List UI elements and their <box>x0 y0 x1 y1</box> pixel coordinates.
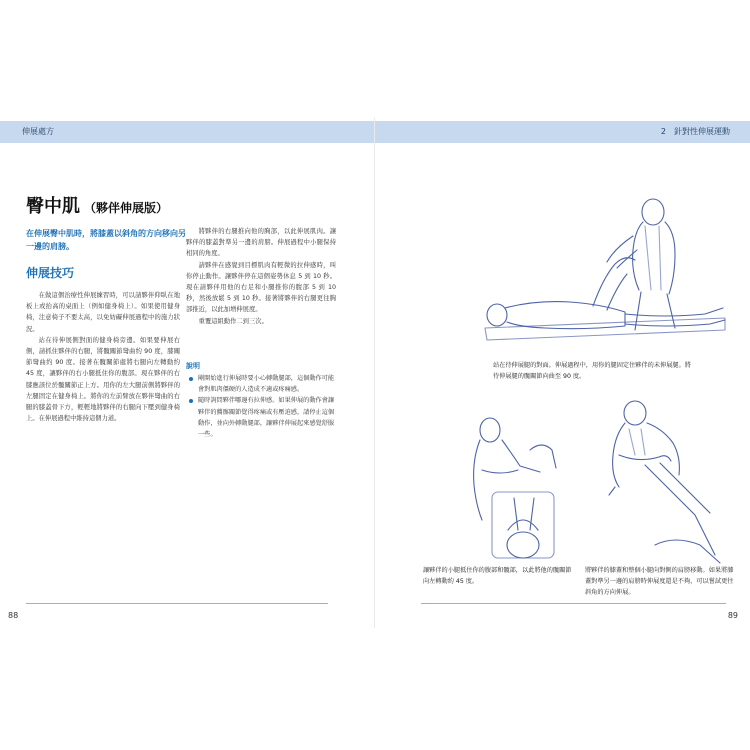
right-running-header: 2 針對性伸展運動 <box>660 127 730 136</box>
left-running-header: 伸展處方 <box>22 127 54 136</box>
caption-top: 站在待伸展腿的對面。伸展過程中，用你的腿固定住夥伴的未伸展腿。將待伸展腿的髖關節向曲至 90 度。 <box>493 362 691 380</box>
title-subtitle: （夥伴伸展版） <box>84 201 169 215</box>
body-column-1 <box>26 290 180 424</box>
col2-paragraph-3: 重覆這組動作二到三次。 <box>198 317 268 325</box>
body-column-2 <box>186 226 336 327</box>
note-item: 隨時詢問夥伴哪邊有拉伸感。如果伸展的動作會讓夥伴的薦髂關節覺得疼痛或有壓迫感，請停止這個動作，並向外轉動腿部，讓夥伴伸展起來感覺舒服一些。 <box>186 395 336 440</box>
right-footer-rule <box>421 603 726 604</box>
caption-bottom-left: 讓夥伴的小腿抵住你的腹部和髖部，以此將他的髖關節向左轉動約 45 度。 <box>423 567 572 585</box>
right-page-number: 89 <box>727 611 738 620</box>
illustration-bench-stretch <box>475 190 735 350</box>
notes-list <box>186 373 336 440</box>
lead-text: 在伸展臀中肌時，將膝蓋以斜角的方向移向另一邊的肩膀。 <box>26 229 186 251</box>
title-main: 臀中肌 <box>26 196 80 217</box>
left-footer-rule <box>26 603 328 604</box>
illustration-closeup-stretch <box>605 395 725 565</box>
right-page <box>375 0 750 750</box>
caption-bottom-right: 將夥伴的膝蓋和整個小腿向對側的肩膀移動。如果將膝蓋對準另一邊的肩膀時伸展度還是不夠，可以嘗試更往斜角的方向伸展。 <box>585 567 734 596</box>
left-header-band <box>0 121 375 143</box>
col1-paragraph-1: 在做這個治療性伸展練習時，可以請夥伴仰臥在地板上或抬高的桌面上（例如健身椅上）。如果使用健身椅，注意椅子不要太高，以免妨礙伸展過程中的施力狀況。 <box>26 292 180 333</box>
col2-paragraph-2: 請夥伴在感覺到目標肌肉有輕微的拉伸感時，叫你停止動作。讓夥伴停在這個姿勢休息 5 到 10 秒。現在請夥伴用他的右足和小腿推你的腹部 5 到 10 秒，然後放鬆 5 到 10 秒。接著將夥伴的右腿更往胸部推近，以此加增伸展度。 <box>186 261 336 314</box>
note-item: 剛開始進行伸展時要小心轉動腿部，這個動作可能會對肌肉僵硬的人造成不適或疼痛感。 <box>186 373 336 395</box>
left-page-number: 88 <box>8 611 19 620</box>
col2-paragraph-1: 將夥伴的右腿推向他的胸部，以此伸展肌肉。讓夥伴的膝蓋對準另一邊的肩膀。伸展過程中小腿保持相同的角度。 <box>186 228 336 258</box>
section-heading: 伸展技巧 <box>26 266 75 280</box>
col1-paragraph-2: 站在待伸展側對面的健身椅旁邊。如果要伸展右側，請抓住夥伴的右腿，將髖關節彎曲約 90 度，膝關節彎曲約 90 度。接著在髖關節處將右腿向左轉動約 45 度，讓夥伴的右小腿抵住你的腹部。現在夥伴的右膝應該位於髖關節正上方。用你的左大腿前側將夥伴的左腿固定在健身椅上。將你的左前臂放在夥伴彎曲的右腿的膝蓋骨下方，輕輕地將夥伴的右腿向下壓到健身椅上。在伸展過程中維持這個力道。 <box>26 336 180 423</box>
page-title <box>26 192 168 218</box>
illustration-overhead-view <box>460 410 580 565</box>
notes-heading: 說明 <box>186 362 200 370</box>
